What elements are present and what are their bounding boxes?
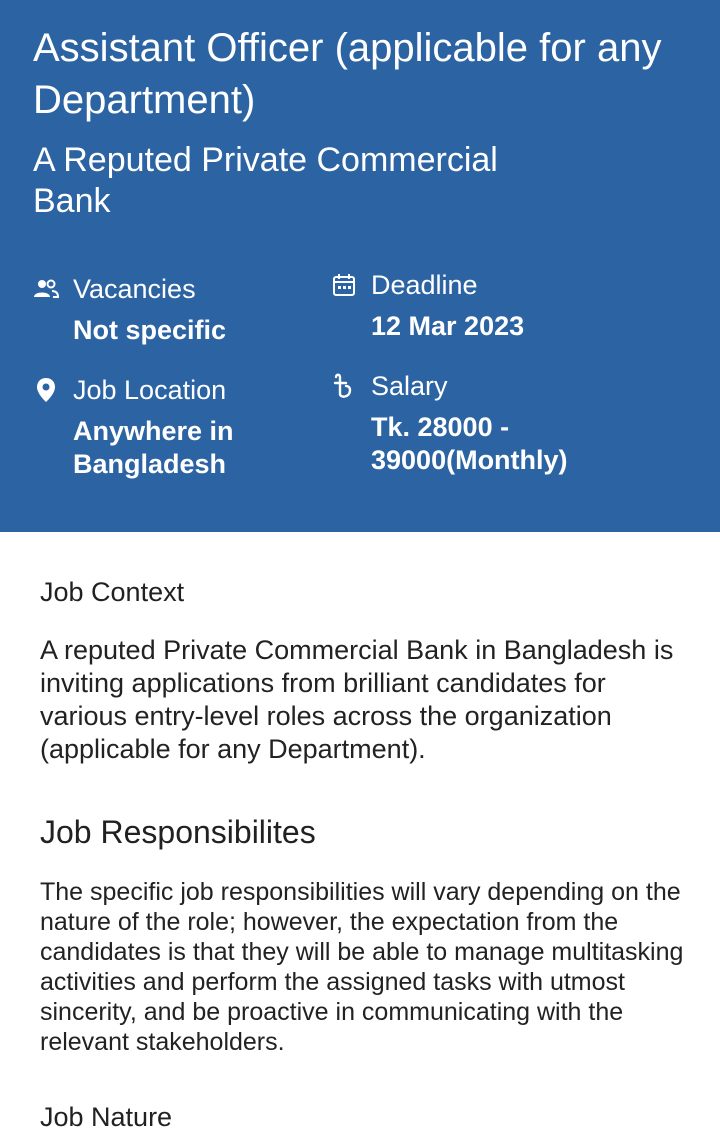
vacancies-label: Vacancies (73, 274, 196, 304)
deadline-label: Deadline (371, 270, 478, 300)
salary-label: Salary (371, 371, 448, 401)
job-responsibilities-heading: Job Responsibilites (40, 814, 316, 850)
job-context-body: A reputed Private Commercial Bank in Bangladesh is inviting applications from brilliant candidates for various entry-level roles across the organization (applicable for any Department). (40, 635, 674, 764)
vacancies-info (33, 272, 323, 347)
salary-value: Tk. 28000 - 39000(Monthly) (371, 412, 568, 475)
job-location-value: Anywhere in Bangladesh (73, 416, 234, 479)
job-location-label: Job Location (73, 375, 227, 405)
job-header (0, 0, 720, 532)
deadline-info (331, 268, 691, 343)
job-title: Assistant Officer (applicable for any Department) (33, 26, 662, 122)
job-context-heading: Job Context (40, 577, 185, 607)
location-pin-icon (33, 377, 59, 403)
calendar-icon (331, 272, 357, 298)
deadline-value: 12 Mar 2023 (371, 311, 525, 341)
salary-info (331, 369, 691, 477)
job-location-info (33, 373, 323, 481)
taka-icon (331, 373, 357, 399)
job-responsibilities-body: The specific job responsibilities will vary depending on the nature of the role; however, the expectation from the candidates is that they will be able to manage multitasking activities and perform the assigned tasks with utmost sincerity, and be proactive in communicating with the relevant stakeholders. (40, 878, 684, 1056)
company-name: A Reputed Private Commercial Bank (33, 141, 498, 220)
job-nature-heading: Job Nature (40, 1102, 173, 1132)
people-icon (33, 276, 59, 302)
vacancies-value: Not specific (73, 315, 227, 345)
